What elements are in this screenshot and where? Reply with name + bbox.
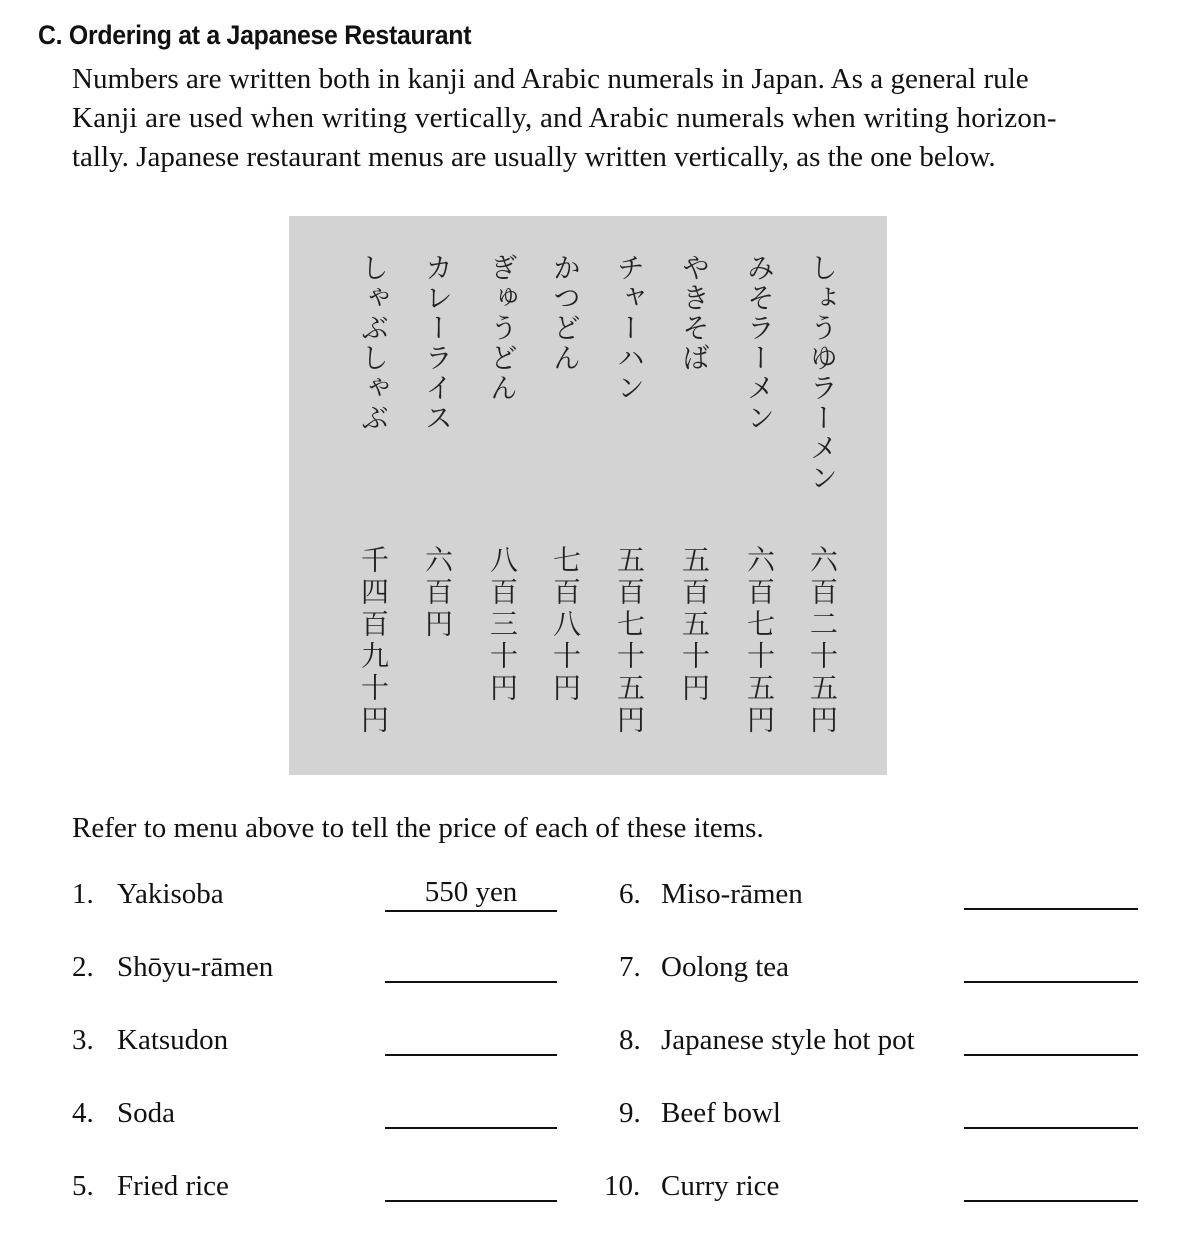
instruction: Refer to menu above to tell the price of each of these items.	[72, 812, 764, 844]
menu-item-name: しゃぶしゃぶ	[357, 253, 390, 433]
menu-item-price: 六百円	[421, 545, 454, 641]
answer-field[interactable]: 550 yen	[385, 874, 557, 912]
section-heading	[38, 20, 471, 51]
question-text: Japanese style hot pot	[661, 1024, 915, 1056]
menu-item-price: 五百七十五円	[613, 545, 646, 737]
restaurant-menu	[289, 216, 887, 775]
menu-item	[802, 253, 842, 763]
intro-paragraph	[72, 60, 1142, 177]
question-text: Miso-rāmen	[661, 878, 803, 910]
answer-field[interactable]	[385, 1091, 557, 1129]
answer-field[interactable]	[964, 1091, 1138, 1129]
section-title: Ordering at a Japanese Restaurant	[68, 20, 472, 50]
section-label: C.	[38, 20, 63, 50]
question-text: Katsudon	[117, 1024, 229, 1056]
question-number: 1.	[72, 878, 94, 910]
question-text: Beef bowl	[661, 1097, 781, 1129]
answer-field[interactable]	[964, 945, 1138, 983]
menu-item-price: 八百三十円	[486, 545, 519, 705]
menu-item-name: やきそば	[678, 253, 711, 373]
question-text: Oolong tea	[661, 951, 790, 983]
menu-item-name: ぎゅうどん	[486, 253, 519, 403]
question-number: 2.	[72, 951, 94, 983]
question-number: 5.	[72, 1170, 94, 1202]
menu-item-price: 六百二十五円	[806, 545, 839, 737]
question-text: Soda	[117, 1097, 175, 1129]
question-number: 7.	[619, 951, 641, 983]
menu-item	[609, 253, 649, 763]
menu-item-name: みそラーメン	[743, 253, 776, 433]
question-text: Yakisoba	[117, 878, 224, 910]
question-text: Fried rice	[117, 1170, 229, 1202]
question-text: Curry rice	[661, 1170, 780, 1202]
answer-field[interactable]	[385, 1164, 557, 1202]
answer-field[interactable]	[385, 1018, 557, 1056]
menu-item	[545, 253, 585, 763]
answer-field[interactable]	[964, 1018, 1138, 1056]
answer-field[interactable]	[385, 945, 557, 983]
menu-item-price: 千四百九十円	[357, 545, 390, 737]
answer-field[interactable]	[964, 1164, 1138, 1202]
question-number: 9.	[619, 1097, 641, 1129]
menu-item-price: 六百七十五円	[743, 545, 776, 737]
question-number: 10.	[604, 1170, 641, 1202]
menu-item	[482, 253, 522, 763]
intro-line: Kanji are used when writing vertically, and Arabic numerals when writing horizon-	[72, 102, 1057, 134]
menu-item-name: チャーハン	[613, 253, 646, 403]
intro-line: tally. Japanese restaurant menus are usually written vertically, as the one below.	[72, 141, 996, 173]
menu-item	[353, 253, 393, 763]
menu-item-name: しょうゆラーメン	[806, 253, 839, 493]
question-number: 8.	[619, 1024, 641, 1056]
question-number: 6.	[619, 878, 641, 910]
menu-item-name: かつどん	[549, 253, 582, 373]
menu-item	[674, 253, 714, 763]
menu-item	[739, 253, 779, 763]
answer-field[interactable]	[964, 872, 1138, 910]
menu-item-name: カレーライス	[421, 253, 454, 433]
question-number: 4.	[72, 1097, 94, 1129]
intro-line: Numbers are written both in kanji and Arabic numerals in Japan. As a general rule	[72, 63, 1029, 95]
menu-item	[417, 253, 457, 763]
menu-item-price: 七百八十円	[549, 545, 582, 705]
question-text: Shōyu-rāmen	[117, 951, 274, 983]
question-number: 3.	[72, 1024, 94, 1056]
menu-item-price: 五百五十円	[678, 545, 711, 705]
